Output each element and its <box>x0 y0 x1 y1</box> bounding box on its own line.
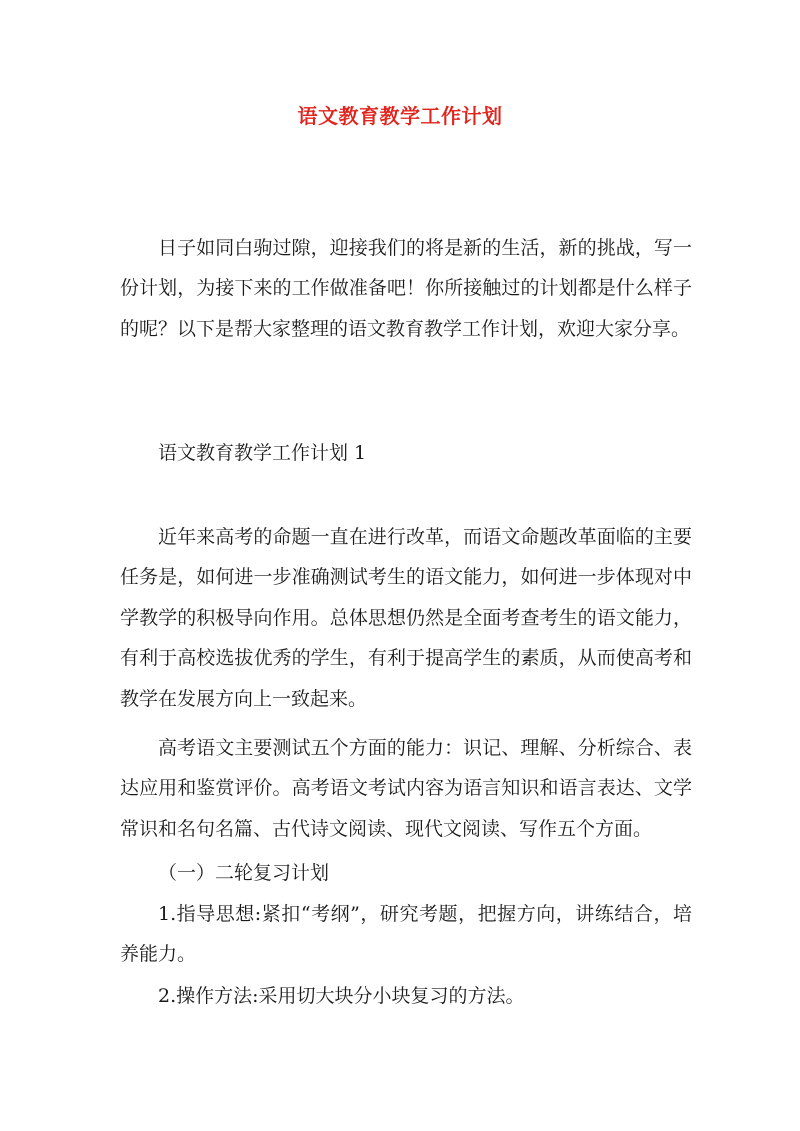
body-paragraph: 1.指导思想:紧扣“考纲”，研究考题，把握方向，讲练结合，培养能力。 <box>120 903 692 966</box>
body-paragraph: 高考语文主要测试五个方面的能力：识记、理解、分析综合、表达应用和鉴赏评价。高考语文考试内容为语言知识和语言表达、文学常识和名句名篇、古代诗文阅读、现代文阅读、写作五个方面。 <box>120 737 692 840</box>
subsection-heading: （一）二轮复习计划 <box>158 862 330 884</box>
document-title: 语文教育教学工作计划 <box>297 104 503 128</box>
body-paragraph: 2.操作方法:采用切大块分小块复习的方法。 <box>158 985 525 1007</box>
body-paragraph: 近年来高考的命题一直在进行改革，而语文命题改革面临的主要任务是，如何进一步准确测试考生的语文能力，如何进一步体现对中学教学的积极导向作用。总体思想仍然是全面考查考生的语文能力，有利于高校选拔优秀的学生，有利于提高学生的素质，从而使高考和教学在发展方向上一致起来。 <box>120 526 692 710</box>
section-heading: 语文教育教学工作计划 1 <box>158 442 367 464</box>
intro-paragraph: 日子如同白驹过隙，迎接我们的将是新的生活，新的挑战，写一份计划，为接下来的工作做准备吧！你所接触过的计划都是什么样子的呢？以下是帮大家整理的语文教育教学工作计划，欢迎大家分享。 <box>120 237 692 340</box>
